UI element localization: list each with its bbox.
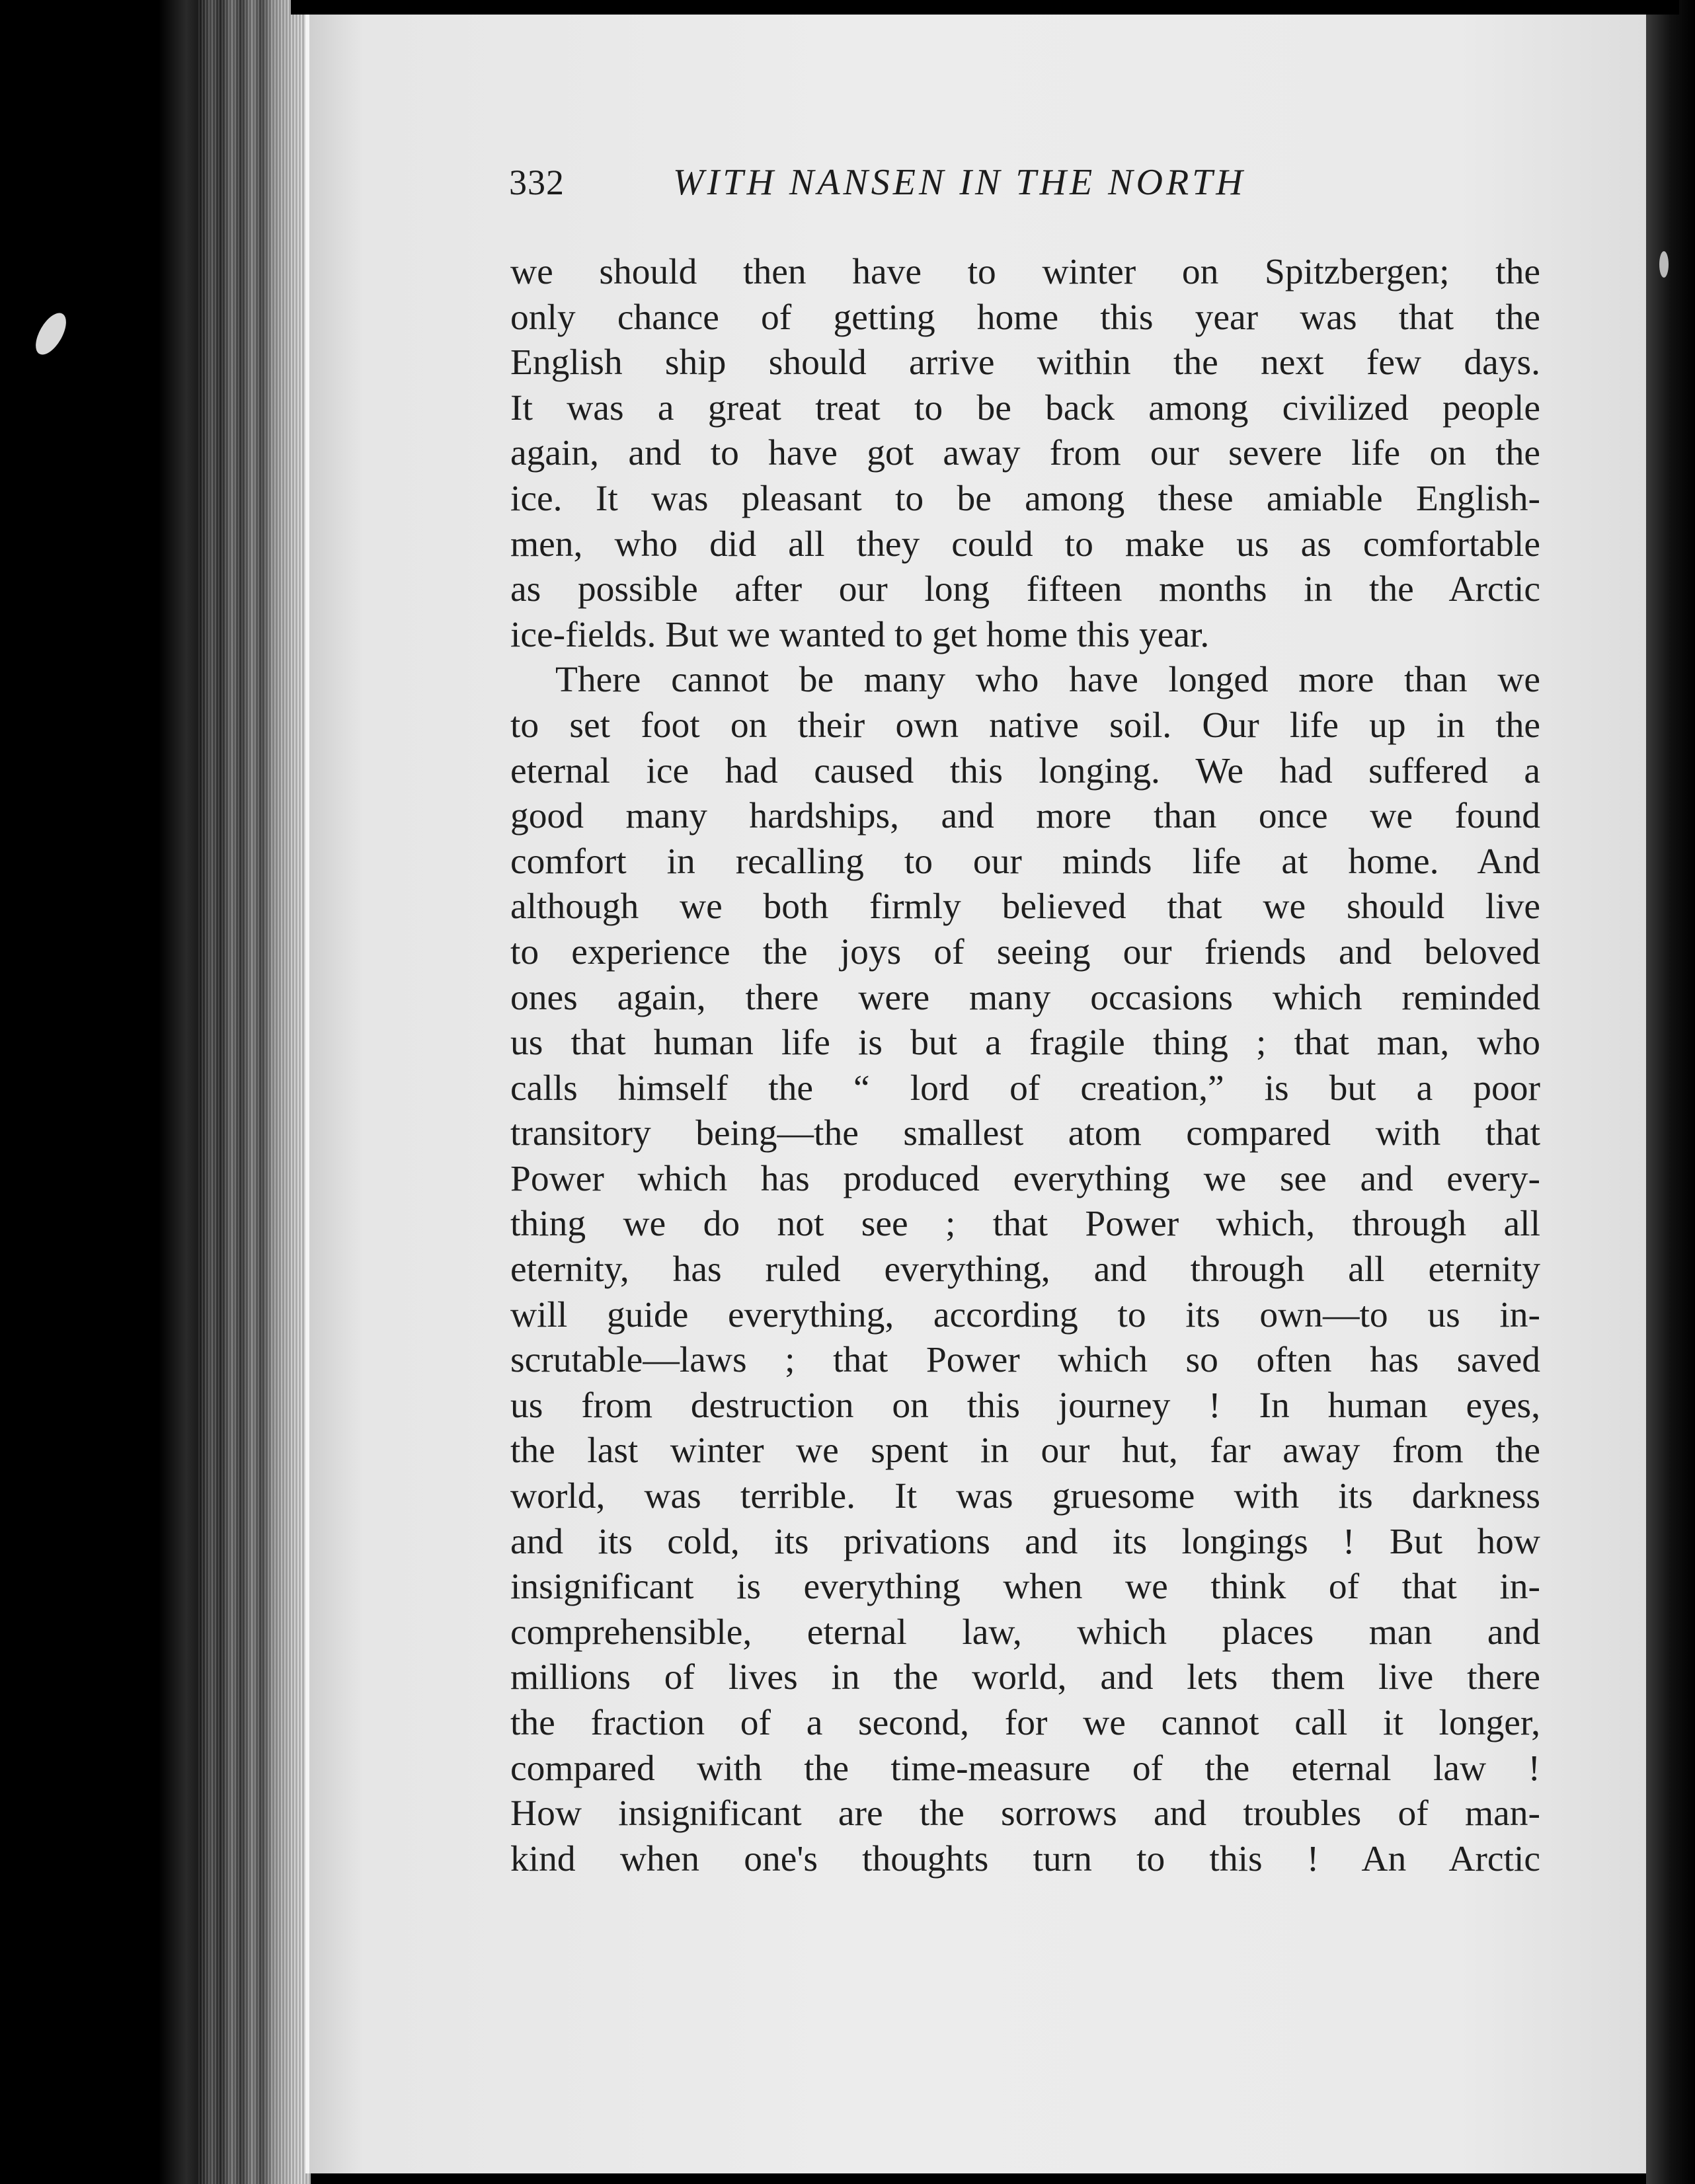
text-line: the fraction of a second, for we cannot call it longer, xyxy=(510,1703,1540,1743)
text-line: good many hardships, and more than once we found xyxy=(510,796,1540,837)
text-line: will guide everything, according to its own—to us in- xyxy=(510,1294,1540,1335)
text-line: eternal ice had caused this longing. We had suffered a xyxy=(510,750,1540,791)
text-line: How insignificant are the sorrows and troubles of man- xyxy=(510,1793,1540,1834)
text-line: There cannot be many who have longed more than we xyxy=(555,660,1540,701)
text-line: English ship should arrive within the next few days. xyxy=(510,342,1540,383)
text-line: us that human life is but a fragile thing ; that man, who xyxy=(510,1023,1540,1064)
paragraph xyxy=(510,658,1540,1882)
text-line: Power which has produced everything we see and every- xyxy=(510,1158,1540,1199)
text-line: scrutable—laws ; that Power which so often has saved xyxy=(510,1340,1540,1381)
text-line: ones again, there were many occasions which reminded xyxy=(510,977,1540,1018)
text-line: as possible after our long fifteen months in the Arctic xyxy=(510,569,1540,610)
text-line: eternity, has ruled everything, and through all eternity xyxy=(510,1249,1540,1290)
text-line: us from destruction on this journey ! In human eyes, xyxy=(510,1385,1540,1426)
text-line: ice. It was pleasant to be among these amiable English- xyxy=(510,478,1540,519)
text-line: men, who did all they could to make us as comfortable xyxy=(510,524,1540,565)
text-line: to experience the joys of seeing our friends and beloved xyxy=(510,931,1540,972)
text-line: only chance of getting home this year was that the xyxy=(510,297,1540,338)
dust-speck xyxy=(30,308,72,360)
text-line: comprehensible, eternal law, which places man and xyxy=(510,1612,1540,1653)
text-line: ice-fields. But we wanted to get home this year. xyxy=(510,614,1210,655)
top-edge-shadow xyxy=(291,0,1679,15)
text-line: we should then have to winter on Spitzbergen; the xyxy=(510,252,1540,292)
text-line: to set foot on their own native soil. Our life up in the xyxy=(510,705,1540,746)
running-head xyxy=(509,156,1355,209)
text-line: and its cold, its privations and its longings ! But how xyxy=(510,1521,1540,1562)
text-line: transitory being—the smallest atom compared with that xyxy=(510,1113,1540,1154)
text-line: although we both firmly believed that we should live xyxy=(510,886,1540,927)
text-line: again, and to have got away from our severe life on the xyxy=(510,433,1540,474)
page-edges xyxy=(198,0,311,2184)
paragraph xyxy=(510,250,1540,658)
dust-speck xyxy=(1659,251,1669,278)
running-title: WITH NANSEN IN THE NORTH xyxy=(673,162,1246,203)
text-line: kind when one's thoughts turn to this ! An Arctic xyxy=(510,1838,1540,1879)
text-line: the last winter we spent in our hut, far away from the xyxy=(510,1430,1540,1471)
right-edge-shadow xyxy=(1646,0,1695,2184)
text-line: comfort in recalling to our minds life at home. And xyxy=(510,841,1540,882)
text-line: thing we do not see ; that Power which, through all xyxy=(510,1204,1540,1245)
text-line: world, was terrible. It was gruesome with its darkness xyxy=(510,1476,1540,1517)
text-line: calls himself the “ lord of creation,” is but a poor xyxy=(510,1068,1540,1109)
page-number: 332 xyxy=(509,163,565,202)
body-text xyxy=(510,250,1540,1882)
text-line: insignificant is everything when we think of that in- xyxy=(510,1567,1540,1608)
text-line: It was a great treat to be back among civilized people xyxy=(510,387,1540,428)
text-line: compared with the time-measure of the eternal law ! xyxy=(510,1748,1540,1789)
text-line: millions of lives in the world, and lets them live there xyxy=(510,1657,1540,1698)
